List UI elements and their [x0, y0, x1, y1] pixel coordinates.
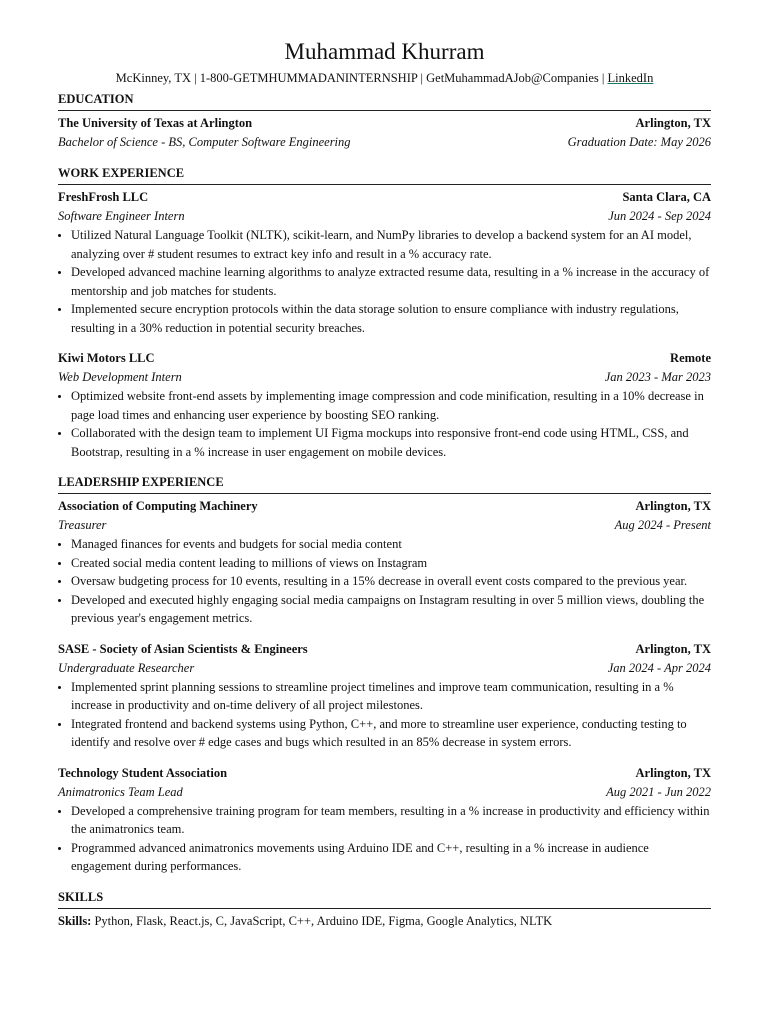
entry-org: Association of Computing Machinery: [58, 499, 258, 513]
contact-separator: |: [191, 71, 200, 85]
section-title: LEADERSHIP EXPERIENCE: [58, 475, 711, 494]
contact-separator: |: [417, 71, 427, 85]
contact-location: McKinney, TX: [115, 71, 191, 85]
bullet-item: • Developed advanced machine learning algorithms to analyze extracted resume data, resulting in a % increase in the accuracy of mentorship and job matches for students.: [71, 263, 711, 300]
skills-label: Skills:: [58, 913, 92, 928]
work-entry: [58, 349, 711, 461]
education-entry: [58, 114, 711, 152]
education-section: [58, 92, 711, 152]
leadership-entry: [58, 497, 711, 628]
entry-role: Animatronics Team Lead: [58, 784, 183, 799]
skills-section: [58, 890, 711, 931]
bullet-item: • Created social media content leading to millions of views on Instagram: [71, 554, 711, 573]
entry-org: FreshFrosh LLC: [58, 190, 149, 204]
section-title: WORK EXPERIENCE: [58, 166, 711, 185]
section-title: EDUCATION: [58, 92, 711, 111]
bullet-item: • Implemented secure encryption protocols within the data storage solution to ensure compliance with industry regulations, resulting in a 30% reduction in potential security breaches.: [71, 300, 711, 337]
entry-org: SASE - Society of Asian Scientists & Engineers: [58, 641, 308, 656]
bullet-item: • Collaborated with the design team to implement UI Figma mockups into responsive front-end code using HTML, CSS, and Bootstrap, resulting in a % increase in user engagement on mobile devices.: [71, 424, 711, 461]
leadership-entry: [58, 640, 711, 752]
entry-date: Aug 2021 - Jun 2022: [606, 784, 711, 799]
bullet-item: • Optimized website front-end assets by implementing image compression and code minification, resulting in a 10% decrease in page load times and enhancing user experience by boosting SEO ranking.: [71, 387, 711, 424]
entry-location: Santa Clara, CA: [622, 190, 711, 204]
bullet-item: • Utilized Natural Language Toolkit (NLTK), scikit-learn, and NumPy libraries to develop a backend system for an AI model, analyzing over # student resumes to extract key info and result in a % accuracy rate.: [71, 226, 711, 263]
entry-role: Bachelor of Science - BS, Computer Software Engineering: [58, 135, 351, 149]
contact-email[interactable]: GetMuhammadAJob@Companies: [426, 71, 599, 85]
entry-location: Arlington, TX: [635, 499, 711, 513]
leadership-section: [58, 475, 711, 876]
bullet-list: [58, 678, 711, 752]
entry-location: Arlington, TX: [635, 765, 711, 780]
entry-role: Software Engineer Intern: [58, 209, 185, 223]
bullet-item: • Developed a comprehensive training program for team members, resulting in a % increase in productivity and efficiency within the animatronics team.: [71, 802, 711, 839]
candidate-name: Muhammad Khurram: [284, 39, 485, 64]
entry-org: The University of Texas at Arlington: [58, 116, 253, 130]
entry-location: Arlington, TX: [635, 641, 711, 656]
bullet-item: • Integrated frontend and backend systems using Python, C++, and more to streamline user experience, conducting testing to identify and resolve over # edge cases and bugs which resulted in an 85% decrease in system errors.: [71, 715, 711, 752]
entry-role: Treasurer: [58, 518, 107, 532]
entry-location: Arlington, TX: [635, 116, 711, 130]
contact-line: [58, 70, 711, 86]
entry-date: Jan 2023 - Mar 2023: [604, 370, 711, 384]
entry-role: Undergraduate Researcher: [58, 660, 195, 675]
skills-line: [58, 912, 711, 931]
bullet-item: • Programmed advanced animatronics movements using Arduino IDE and C++, resulting in a % increase in audience engagement during performances.: [71, 839, 711, 876]
entry-role: Web Development Intern: [58, 370, 182, 384]
bullet-item: • Implemented sprint planning sessions to streamline project timelines and improve team communication, resulting in a % increase in productivity and on-time delivery of all project milestones.: [71, 678, 711, 715]
section-title: SKILLS: [58, 890, 711, 909]
entry-date: Graduation Date: May 2026: [567, 135, 711, 149]
work-section: [58, 166, 711, 461]
linkedin-link[interactable]: LinkedIn: [607, 71, 654, 85]
bullet-list: [58, 387, 711, 461]
skills-value: Python, Flask, React.js, C, JavaScript, C++, Arduino IDE, Figma, Google Analytics, NLTK: [91, 913, 553, 928]
bullet-item: • Managed finances for events and budgets for social media content: [71, 535, 711, 554]
bullet-list: [58, 226, 711, 337]
contact-separator: |: [598, 71, 608, 85]
entry-date: Jun 2024 - Sep 2024: [608, 209, 711, 223]
bullet-list: [58, 802, 711, 876]
contact-phone: 1-800-GETMHUMMADANINTERNSHIP: [199, 71, 418, 85]
entry-org: Kiwi Motors LLC: [58, 351, 155, 365]
bullet-item: • Oversaw budgeting process for 10 events, resulting in a 15% decrease in overall event costs compared to the previous year.: [71, 572, 711, 591]
work-entry: [58, 188, 711, 337]
entry-date: Aug 2024 - Present: [614, 518, 711, 532]
entry-location: Remote: [670, 351, 711, 365]
bullet-item: • Developed and executed highly engaging social media campaigns on Instagram resulting in over 5 million views, doubling the previous year's engagement metrics.: [71, 591, 711, 628]
entry-org: Technology Student Association: [58, 765, 228, 780]
bullet-list: [58, 535, 711, 628]
leadership-entry: [58, 764, 711, 876]
entry-date: Jan 2024 - Apr 2024: [607, 660, 711, 675]
